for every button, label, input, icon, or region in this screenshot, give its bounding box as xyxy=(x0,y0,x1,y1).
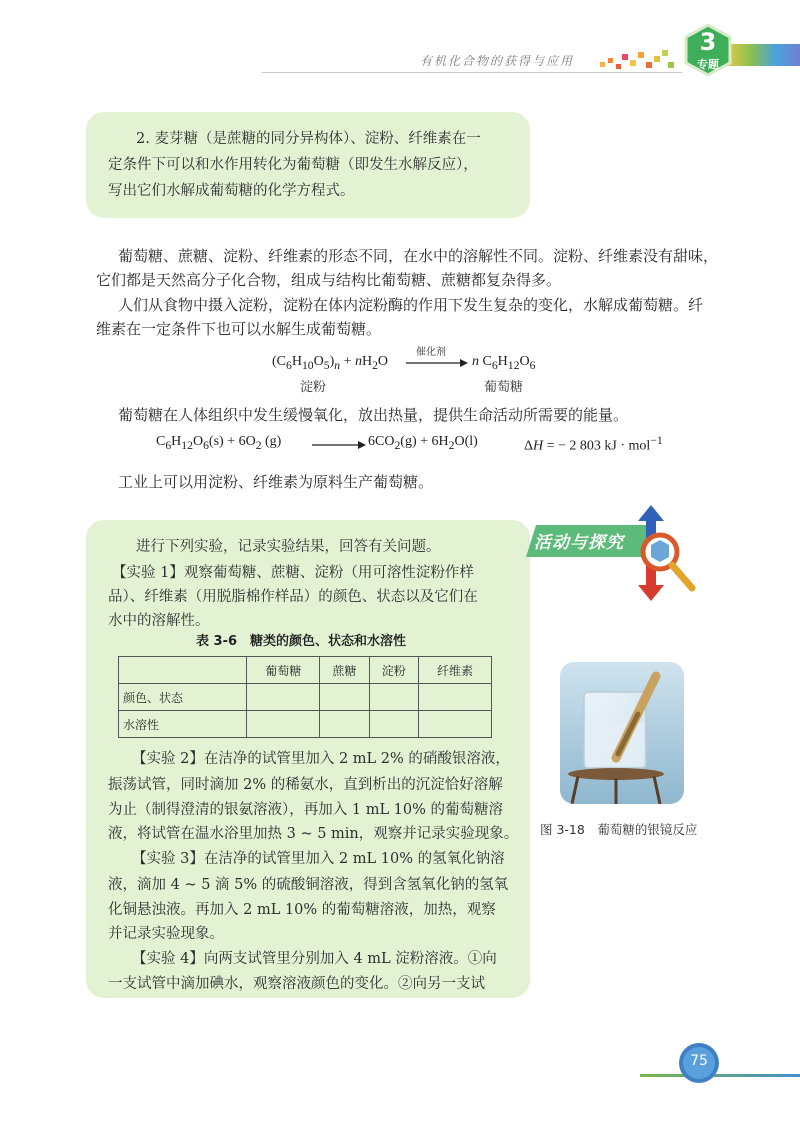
experiment-1-line-1: 【实验 1】观察葡萄糖、蔗糖、淀粉（用可溶性淀粉作样 xyxy=(112,565,474,581)
header-pixel-decoration xyxy=(598,48,678,72)
table-cell xyxy=(320,711,369,738)
sugar-properties-table xyxy=(118,656,492,738)
activity-intro: 进行下列实验，记录实验结果，回答有关问题。 xyxy=(136,539,441,555)
equation-starch-left: $(C_6H_{10}O_5)_n + nH_2O$ xyxy=(272,354,389,372)
experiment-3-line-4: 并记录实验现象。 xyxy=(108,926,224,942)
enthalpy-value: = − 2 803 kJ · mol xyxy=(546,438,651,454)
experiment-3-line-1: 【实验 3】在洁净的试管里加入 2 mL 10% 的氢氧化钠溶 xyxy=(132,851,505,867)
experiment-2-line-3: 为止（制得澄清的银氨溶液），再加入 1 mL 10% 的葡萄糖溶 xyxy=(108,802,504,818)
paragraph-4: 工业上可以用淀粉、纤维素为原料生产葡萄糖。 xyxy=(118,473,434,491)
silver-mirror-photo xyxy=(560,662,684,804)
table-row xyxy=(119,684,492,711)
table-header-starch: 淀粉 xyxy=(369,657,418,684)
header-color-bar xyxy=(726,44,800,66)
enthalpy-exponent: −1 xyxy=(650,434,663,447)
table-header-sucrose: 蔗糖 xyxy=(320,657,369,684)
oxidation-arrow xyxy=(312,440,366,450)
equation-starch-right: n $C_6H_{12}O_6$ xyxy=(472,354,536,372)
paragraph-2-line-1: 人们从食物中摄入淀粉，淀粉在体内淀粉酶的作用下发生复杂的变化，水解成葡萄糖。纤 xyxy=(118,296,704,314)
table-header-cellulose: 纤维素 xyxy=(418,657,491,684)
table-corner-cell xyxy=(119,657,247,684)
experiment-3-line-3: 化铜悬浊液。再加入 2 mL 10% 的葡萄糖溶液，加热，观察 xyxy=(108,902,496,918)
table-caption: 表 3-6 糖类的颜色、状态和水溶性 xyxy=(196,634,407,649)
paragraph-1-line-1: 葡萄糖、蔗糖、淀粉、纤维素的形态不同，在水中的溶解性不同。淀粉、纤维素没有甜味， xyxy=(118,247,719,265)
table-cell xyxy=(247,711,320,738)
equation-enthalpy: ΔH = − 2 803 kJ · mol$^{-1}$ xyxy=(524,434,663,454)
experiment-2-line-4: 液，将试管在温水浴里加热 3 ~ 5 min，观察并记录实验现象。 xyxy=(108,826,519,842)
page-number: 75 xyxy=(690,1053,708,1069)
experiment-1-line-3: 水中的溶解性。 xyxy=(108,613,210,629)
equation-oxidation-left: $C_6H_{12}O_6(s) + 6O_2$ (g) xyxy=(156,434,282,452)
table-cell xyxy=(369,711,418,738)
reaction-arrow xyxy=(406,358,468,368)
paragraph-1-line-2: 它们都是天然高分子化合物，组成与结构比葡萄糖、蔗糖都复杂得多。 xyxy=(96,271,562,289)
equation-label-glucose: 葡萄糖 xyxy=(484,380,524,395)
table-cell xyxy=(320,684,369,711)
table-header-row xyxy=(119,657,492,684)
table-row-header-solubility: 水溶性 xyxy=(119,711,247,738)
question-line-2: 定条件下可以和水作用转化为葡萄糖（即发生水解反应）， xyxy=(108,157,478,173)
table-cell xyxy=(369,684,418,711)
paragraph-2-line-2: 维素在一定条件下也可以水解生成葡萄糖。 xyxy=(96,320,382,338)
table-cell xyxy=(418,711,491,738)
equation-oxidation-right: $6CO_2(g) + 6H_2O(l)$ xyxy=(368,434,478,452)
question-line-3: 写出它们水解成葡萄糖的化学方程式。 xyxy=(108,183,355,199)
figure-caption: 图 3-18 葡萄糖的银镜反应 xyxy=(540,822,698,837)
experiment-4-line-2: 一支试管中滴加碘水，观察溶液颜色的变化。②向另一支试 xyxy=(108,976,485,992)
experiment-2-line-2: 振荡试管，同时滴加 2% 的稀氨水，直到析出的沉淀恰好溶解 xyxy=(108,777,503,793)
experiment-1-line-2: 品）、纤维素（用脱脂棉作样品）的颜色、状态以及它们在 xyxy=(108,589,478,605)
equation-catalyst-label: 催化剂 xyxy=(416,347,446,358)
header-rule xyxy=(262,72,682,73)
chapter-number: 3 xyxy=(699,28,717,56)
table-header-glucose: 葡萄糖 xyxy=(247,657,320,684)
question-line-1: 2. 麦芽糖（是蔗糖的同分异构体）、淀粉、纤维素在一 xyxy=(136,131,481,147)
chapter-badge-label: 专题 xyxy=(697,58,719,71)
experiment-2-line-1: 【实验 2】在洁净的试管里加入 2 mL 2% 的硝酸银溶液， xyxy=(132,751,510,767)
chapter-title: 有机化合物的获得与应用 xyxy=(420,54,575,68)
equation-label-starch: 淀粉 xyxy=(300,380,327,395)
table-row-header-color-state: 颜色、状态 xyxy=(119,684,247,711)
magnifier-icon xyxy=(638,530,696,592)
paragraph-3: 葡萄糖在人体组织中发生缓慢氧化，放出热量，提供生命活动所需要的能量。 xyxy=(118,406,629,424)
table-cell xyxy=(418,684,491,711)
page-number-bar xyxy=(640,1074,800,1077)
table-cell xyxy=(247,684,320,711)
table-row xyxy=(119,711,492,738)
experiment-4-line-1: 【实验 4】向两支试管里分别加入 4 mL 淀粉溶液。①向 xyxy=(132,951,497,967)
activity-tag-label: 活动与探究 xyxy=(534,533,624,553)
experiment-3-line-2: 液，滴加 4 ~ 5 滴 5% 的硫酸铜溶液，得到含氢氧化钠的氢氧 xyxy=(108,877,509,893)
